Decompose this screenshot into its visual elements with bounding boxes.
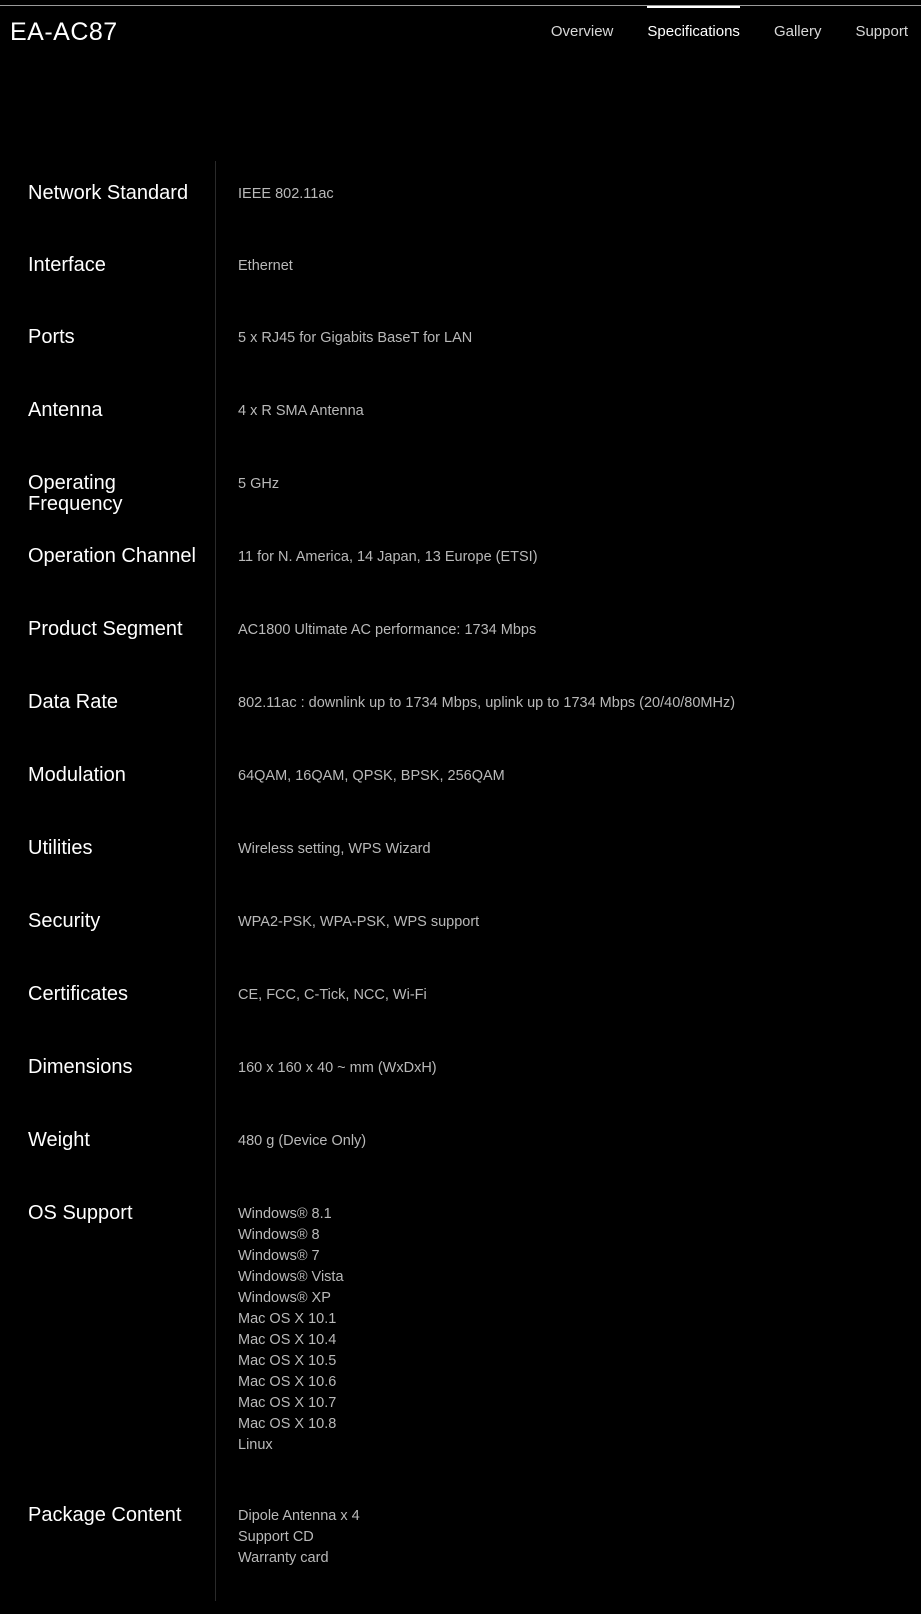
spec-label: Data Rate (0, 670, 216, 743)
tab-overview[interactable]: Overview (550, 23, 614, 40)
spec-label: Weight (0, 1108, 216, 1181)
spec-label: Operating Frequency (0, 451, 216, 524)
spec-row-package-content (0, 1483, 921, 1601)
package-content-list (216, 1483, 360, 1601)
spec-label: Network Standard (0, 161, 216, 233)
list-item: Mac OS X 10.8 (238, 1416, 337, 1432)
spec-label: Utilities (0, 816, 216, 889)
spec-label: OS Support (0, 1181, 216, 1483)
list-item: Windows® Vista (238, 1269, 344, 1285)
os-support-list (216, 1181, 344, 1483)
list-item: Mac OS X 10.4 (238, 1332, 337, 1348)
spec-row-os-support (0, 1181, 921, 1483)
spec-label: Ports (0, 305, 216, 378)
product-nav (551, 6, 908, 56)
spec-value: IEEE 802.11ac (238, 186, 334, 202)
spec-label: Product Segment (0, 597, 216, 670)
spec-value: 11 for N. America, 14 Japan, 13 Europe (ETSI) (238, 549, 538, 565)
list-item: Linux (238, 1437, 273, 1453)
spec-row-modulation (0, 743, 921, 816)
tab-gallery[interactable]: Gallery (773, 23, 822, 40)
spec-row-ports (0, 305, 921, 378)
list-item: Mac OS X 10.7 (238, 1395, 337, 1411)
spec-label: Package Content (0, 1483, 216, 1601)
spec-value: CE, FCC, C-Tick, NCC, Wi-Fi (238, 987, 427, 1003)
spec-row-utilities (0, 816, 921, 889)
spec-value: WPA2-PSK, WPA-PSK, WPS support (238, 914, 480, 930)
spec-label: Interface (0, 233, 216, 305)
list-item: Windows® 7 (238, 1248, 320, 1264)
spec-label: Certificates (0, 962, 216, 1035)
spec-row-operating-frequency (0, 451, 921, 524)
list-item: Mac OS X 10.5 (238, 1353, 337, 1369)
spec-row-dimensions (0, 1035, 921, 1108)
list-item: Windows® 8 (238, 1227, 320, 1243)
spec-value: 802.11ac : downlink up to 1734 Mbps, uplink up to 1734 Mbps (20/40/80MHz) (238, 695, 736, 711)
tab-support[interactable]: Support (855, 23, 908, 40)
spec-row-network-standard (0, 161, 921, 233)
spec-label: Modulation (0, 743, 216, 816)
specifications-table (0, 161, 921, 1601)
spec-value: 5 GHz (238, 476, 280, 492)
spec-row-weight (0, 1108, 921, 1181)
spec-value: Ethernet (238, 258, 293, 274)
spec-label: Dimensions (0, 1035, 216, 1108)
spec-value: 4 x R SMA Antenna (238, 403, 364, 419)
product-title: EA-AC87 (10, 18, 118, 46)
spec-value: AC1800 Ultimate AC performance: 1734 Mbps (238, 622, 537, 638)
tab-specifications[interactable]: Specifications (647, 6, 740, 56)
list-item: Windows® 8.1 (238, 1206, 332, 1222)
site-header (0, 6, 921, 56)
list-item: Mac OS X 10.6 (238, 1374, 337, 1390)
spec-row-interface (0, 233, 921, 305)
spec-row-operation-channel (0, 524, 921, 597)
list-item: Warranty card (238, 1550, 329, 1566)
spec-value: 5 x RJ45 for Gigabits BaseT for LAN (238, 330, 473, 346)
list-item: Windows® XP (238, 1290, 331, 1306)
spec-value: 480 g (Device Only) (238, 1133, 367, 1149)
spec-value: 64QAM, 16QAM, QPSK, BPSK, 256QAM (238, 768, 505, 784)
spec-label: Security (0, 889, 216, 962)
spec-row-certificates (0, 962, 921, 1035)
spec-row-antenna (0, 378, 921, 451)
spec-value: 160 x 160 x 40 ~ mm (WxDxH) (238, 1060, 437, 1076)
spec-label: Antenna (0, 378, 216, 451)
list-item: Mac OS X 10.1 (238, 1311, 337, 1327)
spec-value: Wireless setting, WPS Wizard (238, 841, 431, 857)
spec-row-security (0, 889, 921, 962)
spec-row-data-rate (0, 670, 921, 743)
list-item: Support CD (238, 1529, 314, 1545)
spec-label: Operation Channel (0, 524, 216, 597)
spec-row-product-segment (0, 597, 921, 670)
list-item: Dipole Antenna x 4 (238, 1508, 360, 1524)
